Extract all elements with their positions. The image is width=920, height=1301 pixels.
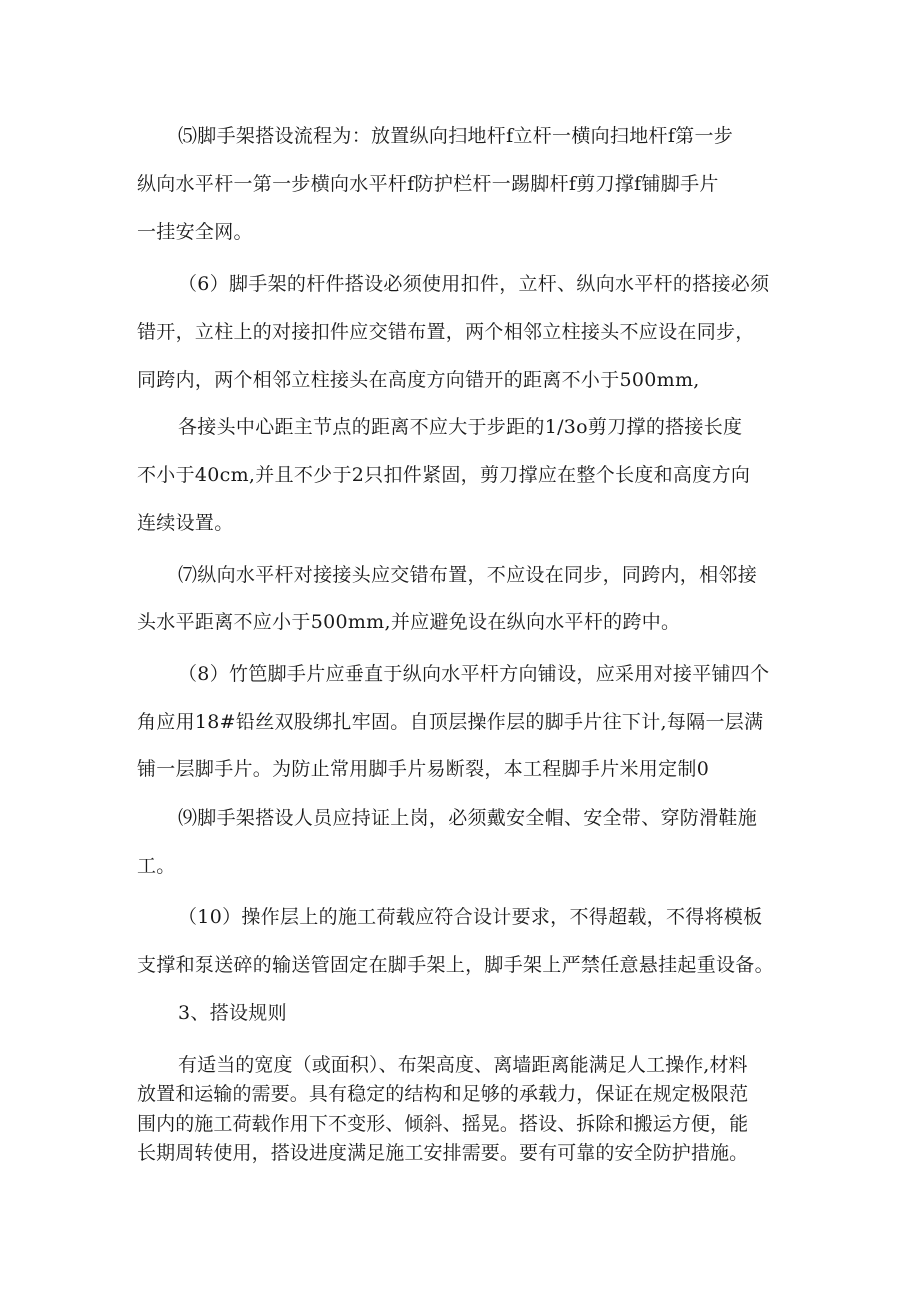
- paragraph-6-line-1: （6）脚手架的杆件搭设必须使用扣件，立杆、纵向水平杆的搭接必须: [178, 273, 770, 295]
- paragraph-5-line-2: 纵向水平杆一第一步横向水平杆f防护栏杆一踢脚杆f剪刀撑f铺脚手片: [137, 173, 719, 195]
- paragraph-7-line-2: 头水平距离不应小于500mm,并应避免设在纵向水平杆的跨中。: [137, 611, 681, 633]
- paragraph-5-line-1: ⑸脚手架搭设流程为：放置纵向扫地杆f立杆一横向扫地杆f第一步: [178, 125, 734, 147]
- rules-line-1: 有适当的宽度（或面积）、布架高度、离墙距离能满足人工操作,材料: [178, 1054, 748, 1076]
- paragraph-8-line-2: 角应用18#铅丝双股绑扎牢固。自顶层操作层的脚手片往下计,每隔一层满: [137, 711, 764, 733]
- section-3-heading: 3、搭设规则: [178, 1002, 287, 1024]
- rules-line-2: 放置和运输的需要。具有稳定的结构和足够的承载力，保证在规定极限范: [137, 1083, 749, 1105]
- paragraph-6-line-2: 错开，立柱上的对接扣件应交错布置，两个相邻立柱接头不应设在同步，: [137, 321, 755, 343]
- paragraph-9-line-2: 工。: [137, 855, 176, 877]
- paragraph-7-line-1: ⑺纵向水平杆对接接头应交错布置，不应设在同步，同跨内，相邻接: [178, 564, 758, 586]
- rules-line-3: 围内的施工荷载作用下不变形、倾斜、摇晃。搭设、拆除和搬运方便，能: [137, 1113, 749, 1135]
- paragraph-6b-line-2: 不小于40cm,并且不少于2只扣件紧固，剪刀撑应在整个长度和高度方向: [137, 464, 751, 486]
- paragraph-6-line-3: 同跨内，两个相邻立柱接头在高度方向错开的距离不小于500mm,: [137, 369, 700, 391]
- paragraph-5-line-3: 一挂安全网。: [137, 221, 253, 243]
- rules-line-4: 长期周转使用，搭设进度满足施工安排需要。要有可靠的安全防护措施。: [137, 1142, 749, 1164]
- paragraph-9-line-1: ⑼脚手架搭设人员应持证上岗，必须戴安全帽、安全带、穿防滑鞋施: [178, 807, 758, 829]
- paragraph-6b-line-3: 连续设置。: [137, 512, 234, 534]
- paragraph-8-line-1: （8）竹笆脚手片应垂直于纵向水平杆方向铺设，应采用对接平铺四个: [178, 663, 770, 685]
- paragraph-8-line-3: 铺一层脚手片。为防止常用脚手片易断裂，本工程脚手片米用定制0: [137, 758, 710, 780]
- paragraph-6b-line-1: 各接头中心距主节点的距离不应大于步距的1/3o剪刀撑的搭接长度: [178, 416, 743, 438]
- paragraph-10-line-2: 支撑和泵送碎的输送管固定在脚手架上，脚手架上严禁任意悬挂起重设备。: [137, 954, 774, 976]
- paragraph-10-line-1: （10）操作层上的施工荷载应符合设计要求，不得超载，不得将模板: [178, 906, 763, 928]
